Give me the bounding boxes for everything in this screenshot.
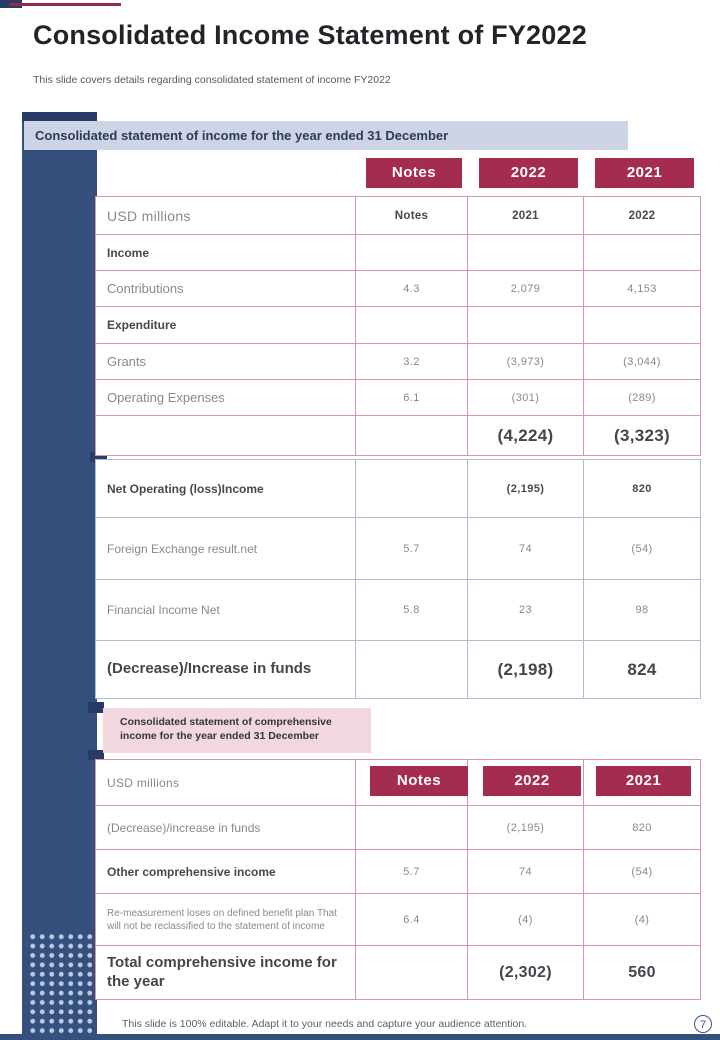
table-header-notes: Notes [356,197,468,235]
row-total-2022: (2,198) [468,641,584,699]
table-row-total [96,946,701,1000]
table-row [96,271,701,307]
row-label: Grants [96,344,356,380]
row-label: Financial Income Net [96,580,356,641]
row-notes [356,235,468,271]
row-label: Total comprehensive income for the year [96,946,356,1000]
row-label [96,416,356,456]
row-notes [356,416,468,456]
row-value-2021: (289) [584,380,701,416]
row-notes [356,307,468,344]
row-value-2021 [584,307,701,344]
row-notes [356,460,468,518]
row-label: Re-measurement loses on defined benefit plan That will not be reclassified to the statement of income [96,894,356,946]
table-row [96,518,701,580]
table-row [96,344,701,380]
row-value-2021: 820 [584,460,701,518]
column-box-notes: Notes [366,158,462,188]
row-value-2022: (301) [468,380,584,416]
row-notes: 6.1 [356,380,468,416]
row-label: Net Operating (loss)Income [96,460,356,518]
row-value-2022: 2,079 [468,271,584,307]
page-subtitle: This slide covers details regarding consolidated statement of income FY2022 [33,74,391,86]
row-value-2022: 74 [468,850,584,894]
column-box-2022: 2022 [483,766,581,796]
row-value-2022: (2,195) [468,806,584,850]
table-header-label: USD millions [96,197,356,235]
row-label: Contributions [96,271,356,307]
row-total-2022: (4,224) [468,416,584,456]
table-row-total [96,416,701,456]
row-label: (Decrease)/increase in funds [96,806,356,850]
table-row [96,460,701,518]
column-box-2022: 2022 [479,158,578,188]
footer-note: This slide is 100% editable. Adapt it to your needs and capture your audience attention. [122,1018,528,1030]
table-header-col2: 2021 [468,197,584,235]
row-notes: 4.3 [356,271,468,307]
row-notes: 5.7 [356,518,468,580]
column-box-2021: 2021 [595,158,694,188]
table-row [96,850,701,894]
table-row [96,894,701,946]
page-title: Consolidated Income Statement of FY2022 [33,20,587,50]
row-notes: 3.2 [356,344,468,380]
row-value-2022: (4) [468,894,584,946]
table-header-col3: 2022 [584,197,701,235]
row-total-2021: 560 [584,946,701,1000]
row-notes: 6.4 [356,894,468,946]
row-label: Operating Expenses [96,380,356,416]
table-row [96,235,701,271]
table-row [96,380,701,416]
row-label: Expenditure [96,307,356,344]
row-label: Income [96,235,356,271]
row-label: Foreign Exchange result.net [96,518,356,580]
table-row [96,197,701,235]
net-operating-table [95,459,701,699]
row-value-2021: 98 [584,580,701,641]
bottom-accent-bar [0,1034,720,1040]
dots-pattern [26,930,96,1034]
row-value-2022: 74 [468,518,584,580]
row-value-2021: (54) [584,518,701,580]
table-header-label: USD millions [96,760,356,806]
section1-banner: Consolidated statement of income for the year ended 31 December [24,121,628,150]
row-value-2021 [584,235,701,271]
table-row-total [96,641,701,699]
row-notes: 5.7 [356,850,468,894]
row-label: Other comprehensive income [96,850,356,894]
row-label: (Decrease)/Increase in funds [96,641,356,699]
column-box-2021: 2021 [596,766,691,796]
income-statement-table [95,196,701,456]
section2-banner: Consolidated statement of comprehensive income for the year ended 31 December [103,708,371,753]
table-row [96,307,701,344]
row-value-2021: (3,044) [584,344,701,380]
accent-square-banner-top [88,702,104,713]
row-value-2021: (4) [584,894,701,946]
row-notes: 5.8 [356,580,468,641]
row-total-2021: 824 [584,641,701,699]
column-box-notes: Notes [370,766,468,796]
row-value-2022: (3,973) [468,344,584,380]
row-value-2022: 23 [468,580,584,641]
row-value-2021: 4,153 [584,271,701,307]
row-value-2021: 820 [584,806,701,850]
row-value-2022: (2,195) [468,460,584,518]
page-number-badge: 7 [694,1015,712,1033]
row-total-2021: (3,323) [584,416,701,456]
left-accent-bar [22,112,97,1040]
row-notes [356,806,468,850]
row-notes [356,641,468,699]
row-notes [356,946,468,1000]
top-accent-line [9,3,121,6]
row-value-2022 [468,235,584,271]
row-value-2021: (54) [584,850,701,894]
row-total-2022: (2,302) [468,946,584,1000]
table-row [96,806,701,850]
table-row [96,580,701,641]
row-value-2022 [468,307,584,344]
